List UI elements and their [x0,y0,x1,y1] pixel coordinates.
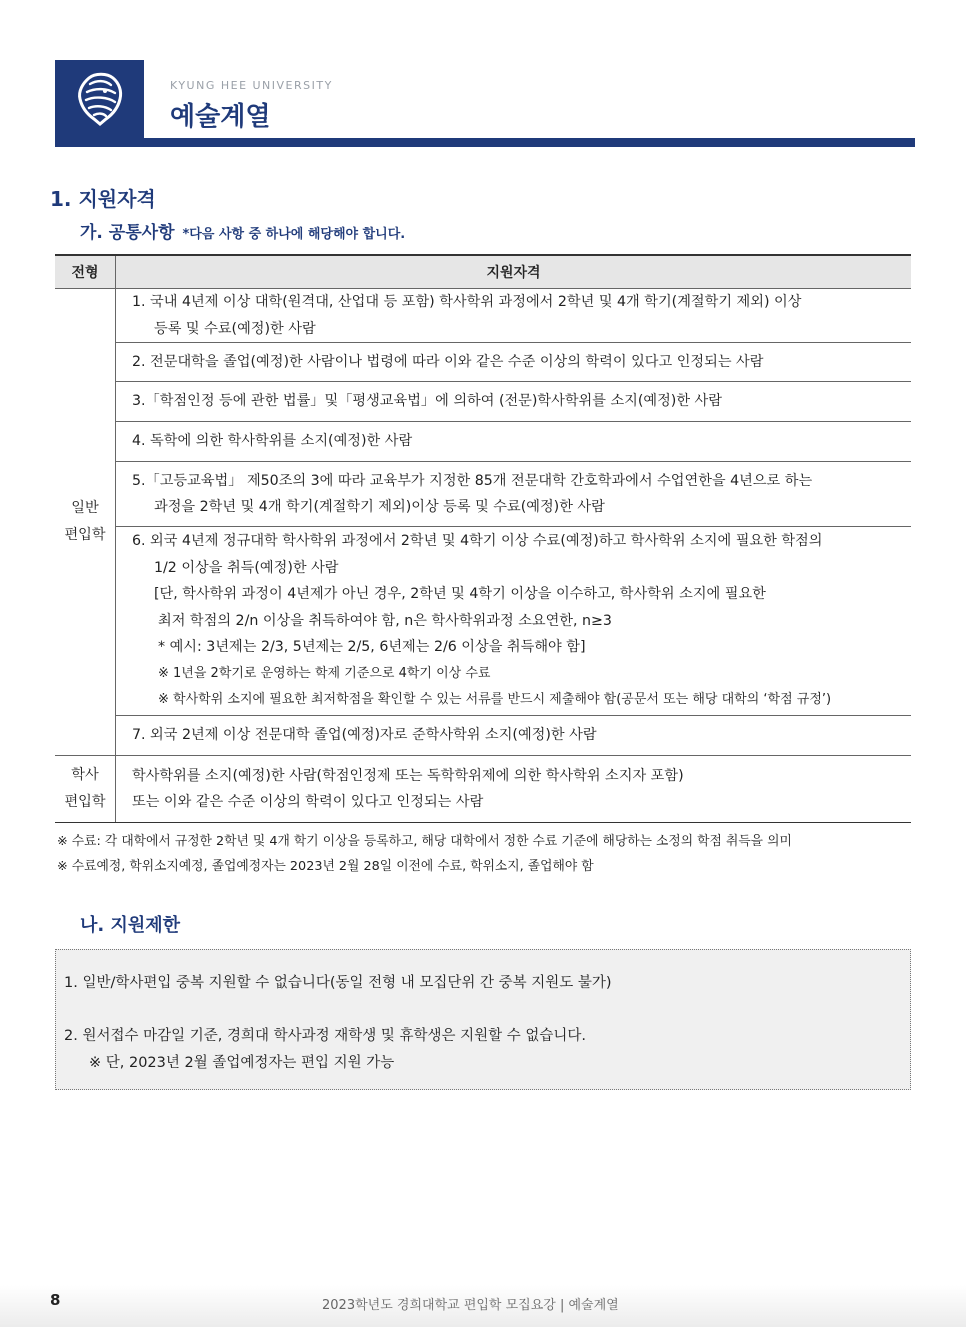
table-header-row [55,255,911,289]
column-header-qualification: 지원자격 [116,255,912,289]
university-logo [55,60,144,138]
table-row [55,382,911,422]
restrictions-title: 나. 지원제한 [80,915,181,936]
qualification-bachelor: 학사학위를 소지(예정)한 사람(학점인정제 또는 독학학위제에 의한 학사학위 소지자 포함) 또는 이와 같은 수준 이상의 학력이 있다고 인정되는 사람 [116,756,912,823]
restriction-item-1: 1. 일반/학사편입 중복 지원할 수 없습니다(동일 전형 내 모집단위 간 중복 지원도 불가) [64,975,612,991]
qualification-item-7: 7. 외국 2년제 이상 전문대학 졸업(예정)자로 준학사학위 소지(예정)한 사람 [116,716,912,756]
table-row [55,462,911,527]
section-title: 1. 지원자격 [50,187,156,211]
lion-emblem-icon [75,72,125,126]
qualification-item-5: 5.「고등교육법」 제50조의 3에 따라 교육부가 지정한 85개 전문대학 간호학과에서 수업연한을 4년으로 하는 과정을 2학년 및 4개 학기(계절학기 제외)이상 등록 및 수료(예정)한 사람 [116,462,912,527]
table-row [55,422,911,462]
university-name: KYUNG HEE UNIVERSITY [170,79,333,92]
qualification-item-2: 2. 전문대학을 졸업(예정)한 사람이나 법령에 따라 이와 같은 수준 이상의 학력이 있다고 인정되는 사람 [116,343,912,382]
footnote-completion: ※ 수료: 각 대학에서 규정한 2학년 및 4개 학기 이상을 등록하고, 해당 대학에서 정한 수료 기준에 해당하는 소정의 학점 취득을 의미 [57,834,792,849]
category-bachelor: 학사 편입학 [55,756,116,823]
table-row [55,343,911,382]
table-row [55,289,911,343]
restriction-item-2: 2. 원서접수 마감일 기준, 경희대 학사과정 재학생 및 휴학생은 지원할 수 없습니다. [64,1028,586,1044]
subsection-label: 가. 공통사항 [80,223,175,243]
footnote-expected: ※ 수료예정, 학위소지예정, 졸업예정자는 2023년 2월 28일 이전에 수료, 학위소지, 졸업해야 함 [57,859,594,874]
subsection-title [80,218,405,243]
footer-text: 2023학년도 경희대학교 편입학 모집요강 | 예술계열 [322,1298,619,1313]
qualification-item-1: 1. 국내 4년제 이상 대학(원격대, 산업대 등 포함) 학사학위 과정에서 2학년 및 4개 학기(계절학기 제외) 이상 등록 및 수료(예정)한 사람 [116,289,912,343]
header-divider [55,138,915,147]
qualification-item-6: 6. 외국 4년제 정규대학 학사학위 과정에서 2학년 및 4학기 이상 수료(예정)하고 학사학위 소지에 필요한 학점의 1/2 이상을 취득(예정)한 사람 [단, 학사학위 과정이 4년제가 아닌 경우, 2학년 및 4학기 이상을 이수하고, 학사학위 소지에 필요한 최저 학점의 2/n 이상을 취득하여야 함, n은 학사학위과정 소요연한, n≥3 * 예시: 3년제는 2/3, 5년제는 2/5, 6년제는 2/6 이상을 취득해야 함] ※ 1년을 2학기로 운영하는 학제 기준으로 4학기 이상 수료 ※ 학사학위 소지에 필요한 최저학점을 확인할 수 있는 서류를 반드시 제출해야 함(공문서 또는 해당 대학의 ‘학점 규정’) [116,527,912,716]
table-row [55,756,911,823]
column-header-type: 전형 [55,255,116,289]
table-row [55,527,911,716]
restrictions-box [55,949,911,1090]
table-row [55,716,911,756]
department-title: 예술계열 [170,102,271,132]
subsection-note: *다음 사항 중 하나에 해당해야 합니다. [182,227,406,242]
qualification-table [55,254,911,823]
qualification-item-3: 3.「학점인정 등에 관한 법률」및「평생교육법」에 의하여 (전문)학사학위를 소지(예정)한 사람 [116,382,912,422]
category-general: 일반 편입학 [55,289,116,756]
qualification-item-4: 4. 독학에 의한 학사학위를 소지(예정)한 사람 [116,422,912,462]
page-number: 8 [50,1291,61,1309]
restriction-note: ※ 단, 2023년 2월 졸업예정자는 편입 지원 가능 [89,1055,395,1071]
